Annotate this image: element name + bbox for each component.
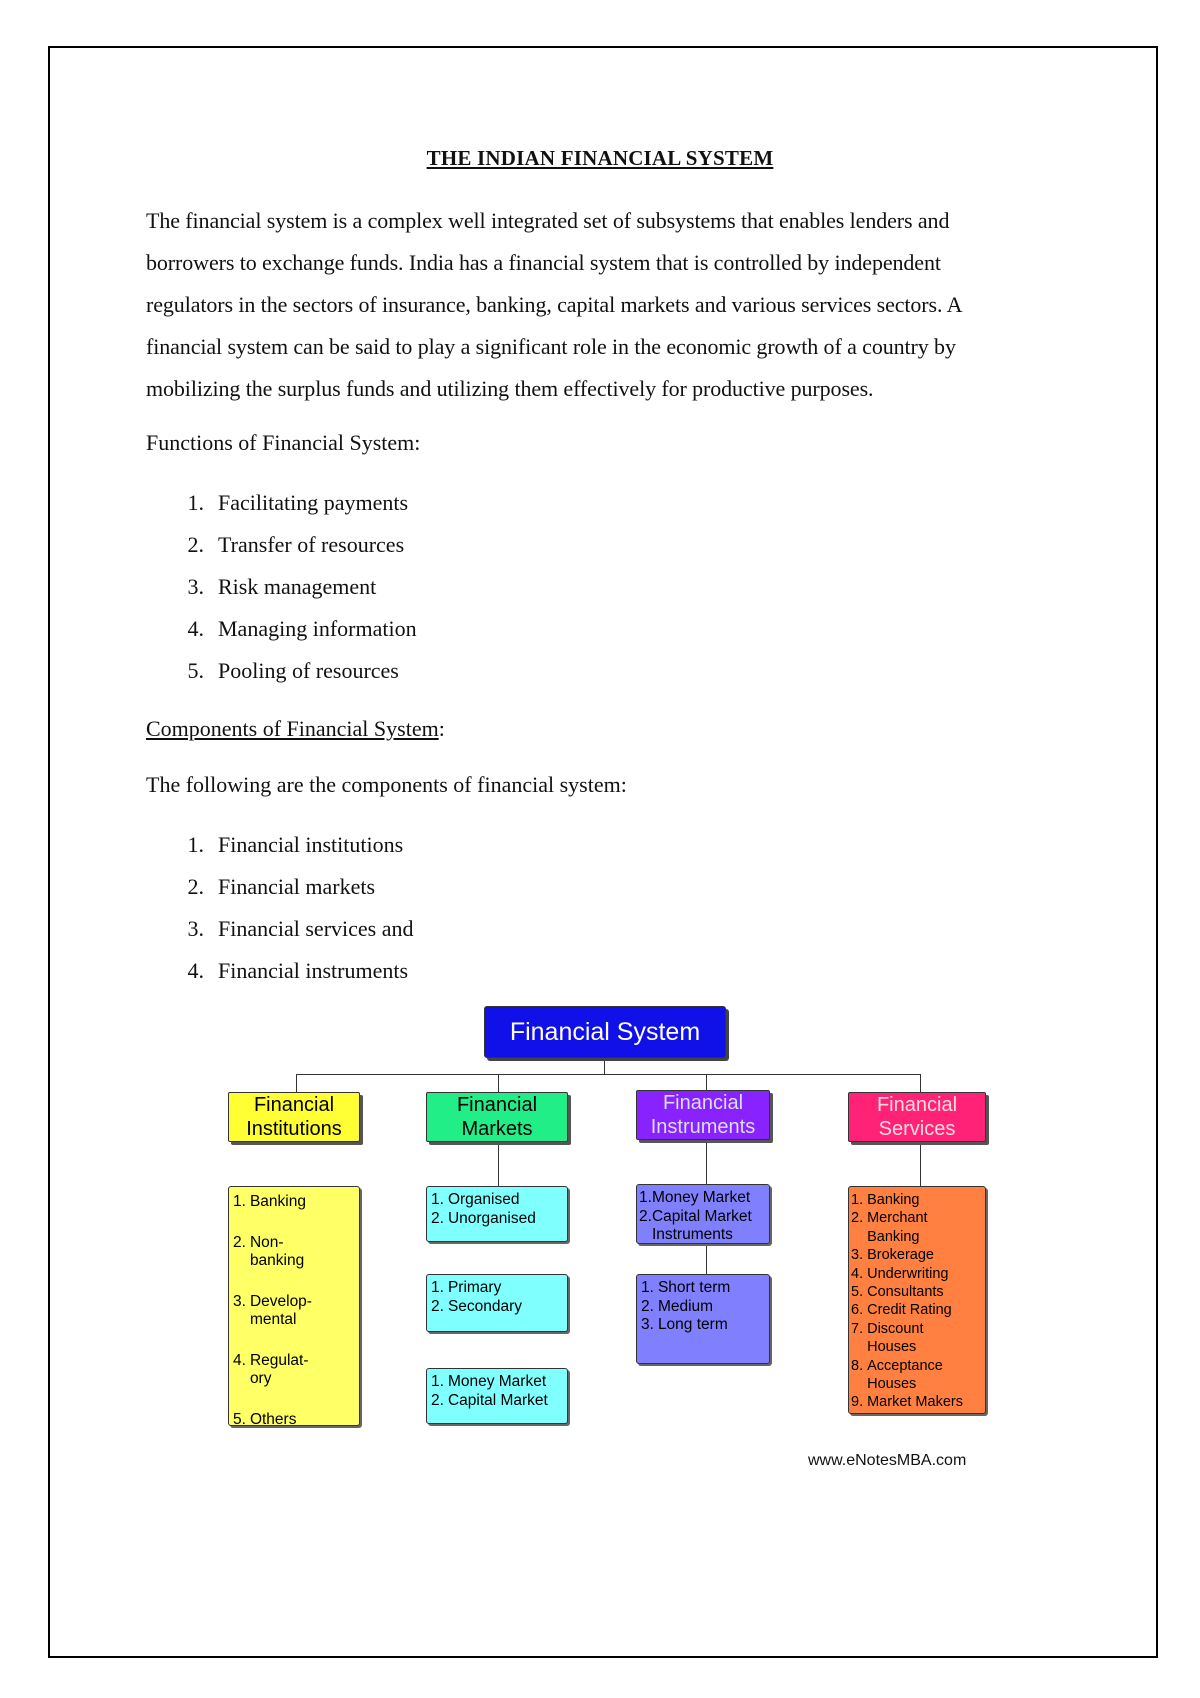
list-item: 4. Financial instruments xyxy=(187,958,409,983)
list-item: 2. Financial markets xyxy=(187,874,376,899)
document-title: THE INDIAN FINANCIAL SYSTEM xyxy=(426,146,774,170)
instruments-market-box xyxy=(636,1184,770,1244)
list-item: 1. Money Market xyxy=(639,1189,751,1206)
intro-line: financial system can be said to play a significant role in the economic growth of a country by xyxy=(146,334,956,359)
list-item: 4. Managing information xyxy=(187,616,417,641)
list-item: 3. Long term xyxy=(641,1316,728,1333)
list-item: 1. Organised xyxy=(431,1191,520,1208)
list-item: 4. Underwriting xyxy=(851,1265,949,1282)
connector xyxy=(920,1074,921,1092)
intro-line: regulators in the sectors of insurance, banking, capital markets and various services sectors. A xyxy=(146,292,963,317)
list-item: 3. Develop-mental xyxy=(233,1292,312,1328)
list-item: 6. Credit Rating xyxy=(851,1302,952,1319)
list-item: 1. Short term xyxy=(641,1279,731,1296)
intro-line: mobilizing the surplus funds and utilizing them effectively for productive purposes. xyxy=(146,376,874,401)
list-item: 7. Discount Houses xyxy=(851,1320,924,1356)
intro-line: The financial system is a complex well integrated set of subsystems that enables lenders and xyxy=(146,208,950,233)
list-item: 2. Secondary xyxy=(431,1297,523,1315)
category-financial-services: Financial Services xyxy=(848,1092,986,1142)
markets-issue-box xyxy=(426,1274,568,1332)
connector xyxy=(296,1074,297,1092)
list-item: 8. Acceptance Houses xyxy=(851,1357,943,1393)
list-item: 2. Capital Market xyxy=(431,1391,548,1409)
connector xyxy=(498,1074,499,1092)
list-item: 2. Merchant Banking xyxy=(851,1210,928,1245)
components-heading: Components of Financial System: xyxy=(146,716,445,741)
markets-term-box xyxy=(426,1368,568,1424)
list-item: 2. Non-banking xyxy=(233,1233,305,1269)
connector xyxy=(604,1060,605,1074)
list-item: 1. Financial institutions xyxy=(187,832,404,857)
list-item: 3. Brokerage xyxy=(851,1247,934,1264)
list-item: 1. Facilitating payments xyxy=(187,490,409,515)
list-item: 5. Others xyxy=(233,1410,297,1428)
list-item: 5. Consultants xyxy=(851,1284,944,1301)
markets-organisation-box xyxy=(426,1186,568,1242)
intro-line: borrowers to exchange funds. India has a financial system that is controlled by independent xyxy=(146,250,941,275)
connector xyxy=(296,1074,920,1075)
list-item: 1. Money Market xyxy=(431,1373,547,1390)
list-item: 4. Regulat-ory xyxy=(233,1351,309,1387)
list-item: 3. Risk management xyxy=(187,574,377,599)
connector xyxy=(498,1142,499,1186)
connector xyxy=(706,1140,707,1186)
list-item: 2. Transfer of resources xyxy=(187,532,405,557)
connector xyxy=(706,1074,707,1090)
list-item: 1. Banking xyxy=(851,1192,920,1208)
institutions-list-box xyxy=(228,1186,360,1426)
list-item: 2. Medium xyxy=(641,1297,714,1315)
category-financial-institutions: Financial Institutions xyxy=(228,1092,360,1142)
category-financial-markets: Financial Markets xyxy=(426,1092,568,1142)
instruments-term-box xyxy=(636,1274,770,1364)
list-item: 5. Pooling of resources xyxy=(187,658,399,683)
services-list-box xyxy=(848,1186,986,1414)
functions-heading: Functions of Financial System: xyxy=(146,430,421,455)
list-item: 1. Primary xyxy=(431,1279,502,1296)
list-item: 2. Unorganised xyxy=(431,1209,536,1227)
list-item: 2. Capital Market Instruments xyxy=(639,1207,752,1243)
components-intro: The following are the components of financial system: xyxy=(146,772,627,797)
watermark-text: www.eNotesMBA.com xyxy=(808,1452,967,1469)
connector xyxy=(706,1244,707,1274)
list-item: 1. Banking xyxy=(233,1193,306,1210)
connector xyxy=(920,1142,921,1186)
diagram-root-financial-system: Financial System xyxy=(484,1006,726,1058)
list-item: 3. Financial services and xyxy=(187,916,414,941)
list-item: 9. Market Makers xyxy=(851,1394,963,1411)
category-financial-instruments: Financial Instruments xyxy=(636,1090,770,1140)
